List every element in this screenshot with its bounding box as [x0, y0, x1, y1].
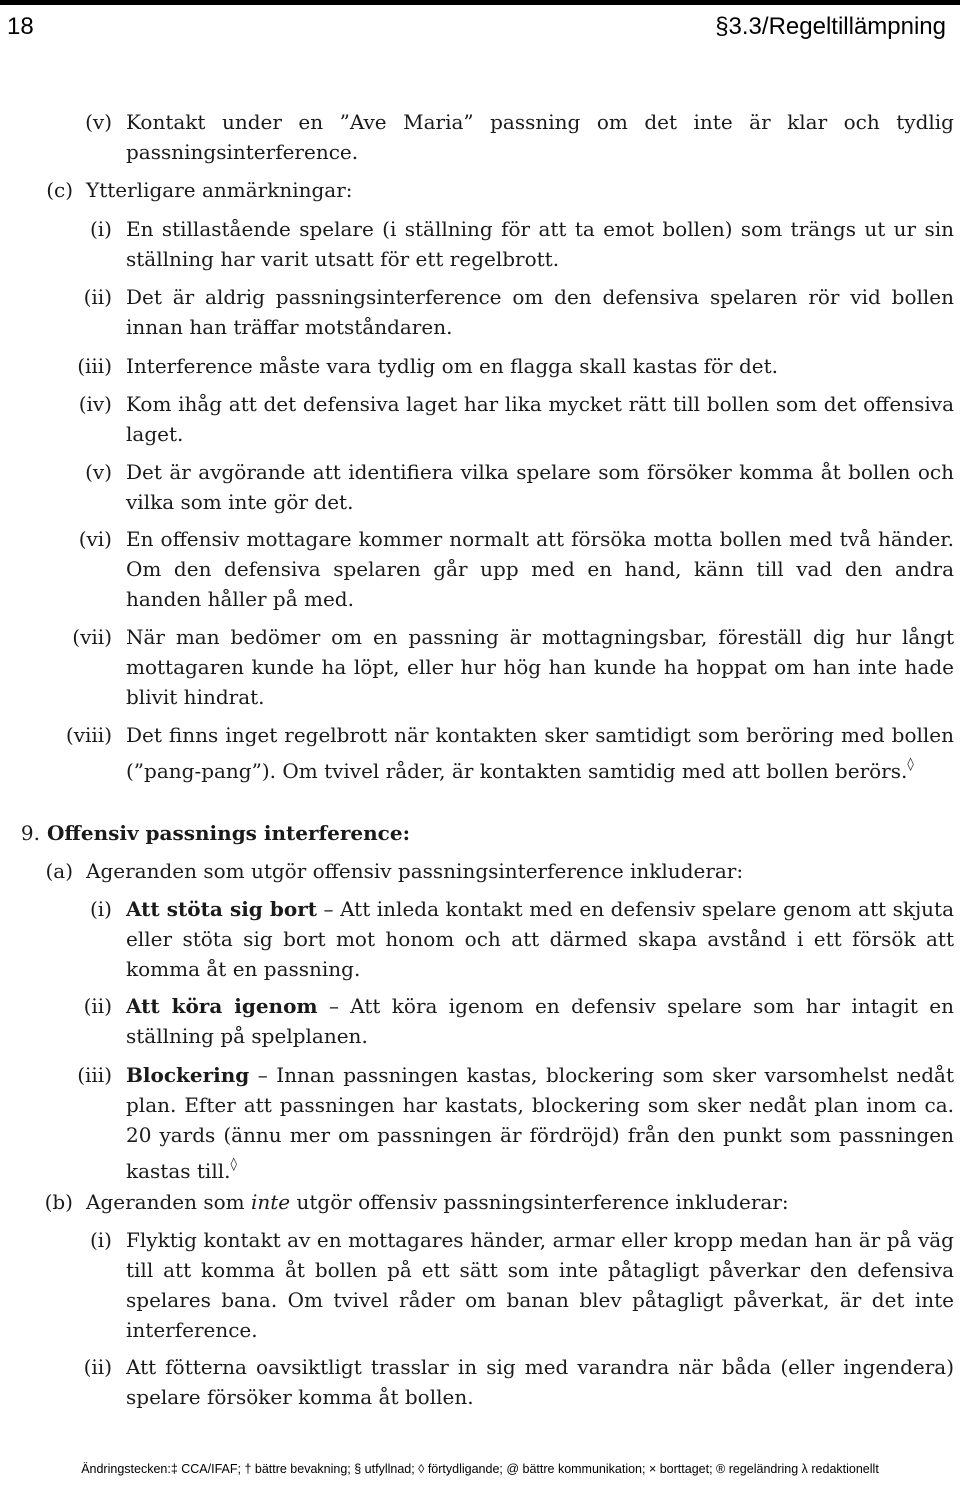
item-text: Det finns inget regelbrott när kontakten sker samtidigt som beröring med bollen (”pang-pang”). Om tvivel råder, är kontakten samtidig med att bollen berörs.◊ — [126, 723, 954, 783]
item-number: (c) — [46, 178, 73, 202]
item-number: (ii) — [83, 1355, 112, 1379]
item-number: (i) — [89, 897, 112, 921]
page-footer: Ändringstecken:‡ CCA/IFAF; † bättre bevakning; § utfyllnad; ◊ förtydligande; @ bättre kommunikation; × borttaget; ® regeländring λ redaktionellt — [81, 1462, 879, 1476]
clarification-mark: ◊ — [230, 1157, 237, 1172]
item-number: (a) — [45, 859, 73, 883]
item-number: (vii) — [72, 625, 112, 649]
page-number: 18 — [7, 13, 34, 40]
item-number: (b) — [44, 1190, 73, 1214]
item-text: Ytterligare anmärkningar: — [86, 178, 353, 202]
item-number: (vi) — [78, 527, 112, 551]
item-text: Att fötterna oavsiktligt trasslar in sig med varandra när båda (eller ingendera) spelare försöker komma åt bollen. — [126, 1355, 954, 1409]
item-number: (iv) — [78, 392, 112, 416]
item-text: En offensiv mottagare kommer normalt att försöka motta bollen med två händer. Om den defensiva spelaren går upp med en hand, känn till vad den andra handen håller på med. — [126, 527, 954, 611]
item-term: Att köra igenom — [126, 994, 318, 1018]
item-text: Ageranden som inte utgör offensiv passningsinterference inkluderar: — [86, 1190, 789, 1214]
section-title: §3.3/Regeltillämpning — [715, 13, 946, 40]
item-text: En stillastående spelare (i ställning för att ta emot bollen) som trängs ut ur sin ställning har varit utsatt för ett regelbrott. — [126, 217, 954, 271]
item-number: (ii) — [83, 994, 112, 1018]
item-number: (viii) — [65, 723, 112, 747]
item-term: Blockering — [126, 1063, 250, 1087]
item-number: (v) — [85, 460, 112, 484]
item-text: Det är avgörande att identifiera vilka spelare som försöker komma åt bollen och vilka som inte gör det. — [126, 460, 954, 514]
item-number: (iii) — [77, 354, 112, 378]
item-text: Offensiv passnings interference: — [47, 821, 410, 845]
item-text: Ageranden som utgör offensiv passningsinterference inkluderar: — [86, 859, 744, 883]
emphasis: inte — [250, 1190, 291, 1214]
item-text: När man bedömer om en passning är mottagningsbar, föreställ dig hur långt mottagaren kunde ha löpt, eller hur hög han kunde ha hoppat om han inte hade blivit hindrat. — [126, 625, 954, 709]
item-number: (v) — [85, 110, 112, 134]
item-text: Att köra igenom – Att köra igenom en defensiv spelare som har intagit en ställning på spelplanen. — [126, 994, 954, 1048]
item-number: (iii) — [77, 1063, 112, 1087]
item-text: Kontakt under en ”Ave Maria” passning om det inte är klar och tydlig passningsinterference. — [126, 110, 954, 164]
item-text: Blockering – Innan passningen kastas, blockering som sker varsomhelst nedåt plan. Efter att passningen har kastats, blockering som sker nedåt plan inom ca. 20 yards (ännu mer om passningen är fördröjd) från den punkt som passningen kastas till.◊ — [126, 1063, 954, 1183]
item-number: (ii) — [83, 285, 112, 309]
item-text: Att stöta sig bort – Att inleda kontakt med en defensiv spelare genom att skjuta eller stöta sig bort mot honom och att därmed skapa avstånd i ett försök att komma åt en passning. — [126, 897, 954, 981]
item-text: Det är aldrig passningsinterference om den defensiva spelaren rör vid bollen innan han träffar motståndaren. — [126, 285, 954, 339]
item-text: Interference måste vara tydlig om en flagga skall kastas för det. — [126, 354, 778, 378]
item-number: 9. — [20, 821, 40, 845]
clarification-mark: ◊ — [907, 757, 914, 772]
item-text: Kom ihåg att det defensiva laget har lika mycket rätt till bollen som det offensiva laget. — [126, 392, 954, 446]
item-term: Att stöta sig bort — [126, 897, 318, 921]
item-number: (i) — [89, 217, 112, 241]
item-number: (i) — [89, 1228, 112, 1252]
item-text: Flyktig kontakt av en mottagares händer, armar eller kropp medan han är på väg till att komma åt bollen på ett sätt som inte påtagligt påverkar den defensiva spelares bana. Om tvivel råder om banan blev påtagligt påverkat, är det inte interference. — [126, 1228, 954, 1342]
